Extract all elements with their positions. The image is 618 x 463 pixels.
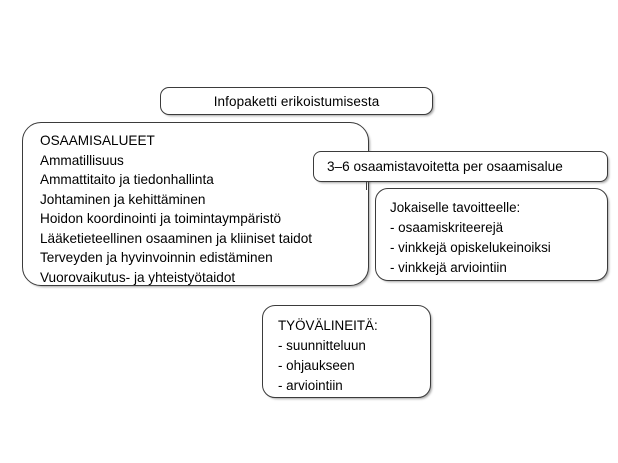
competence-area-item: Vuorovaikutus- ja yhteistyötaidot — [40, 269, 236, 285]
title-box — [160, 87, 433, 115]
tools-heading: TYÖVÄLINEITÄ: — [278, 318, 378, 333]
learning-goals-label: 3–6 osaamistavoitetta per osaamisalue — [327, 158, 563, 174]
each-goal-item: - vinkkejä arviointiin — [390, 260, 507, 275]
learning-goals-box — [313, 151, 608, 182]
competence-areas-heading: OSAAMISALUEET — [40, 133, 155, 148]
competence-area-item: Terveyden ja hyvinvoinnin edistäminen — [40, 250, 273, 265]
tools-item: - ohjaukseen — [278, 358, 355, 373]
competence-areas-box — [22, 122, 369, 286]
tools-item: - suunnitteluun — [278, 338, 366, 353]
competence-area-item: Ammattitaito ja tiedonhallinta — [40, 172, 214, 187]
title-box-label: Infopaketti erikoistumisesta — [213, 93, 380, 109]
tools-box — [262, 305, 431, 398]
tools-item: - arviointiin — [278, 378, 343, 393]
competence-area-item: Ammatillisuus — [40, 152, 124, 168]
each-goal-box — [375, 188, 608, 281]
competence-area-item: Hoidon koordinointi ja toimintaympäristö — [40, 211, 282, 226]
competence-area-item: Johtaminen ja kehittäminen — [40, 191, 206, 207]
competence-area-item: Lääketieteellinen osaaminen ja kliiniset taidot — [40, 230, 313, 246]
each-goal-item: - vinkkejä opiskelukeinoiksi — [390, 240, 551, 255]
each-goal-item: - osaamiskriteerejä — [390, 220, 504, 235]
each-goal-heading: Jokaiselle tavoitteelle: — [390, 200, 521, 215]
